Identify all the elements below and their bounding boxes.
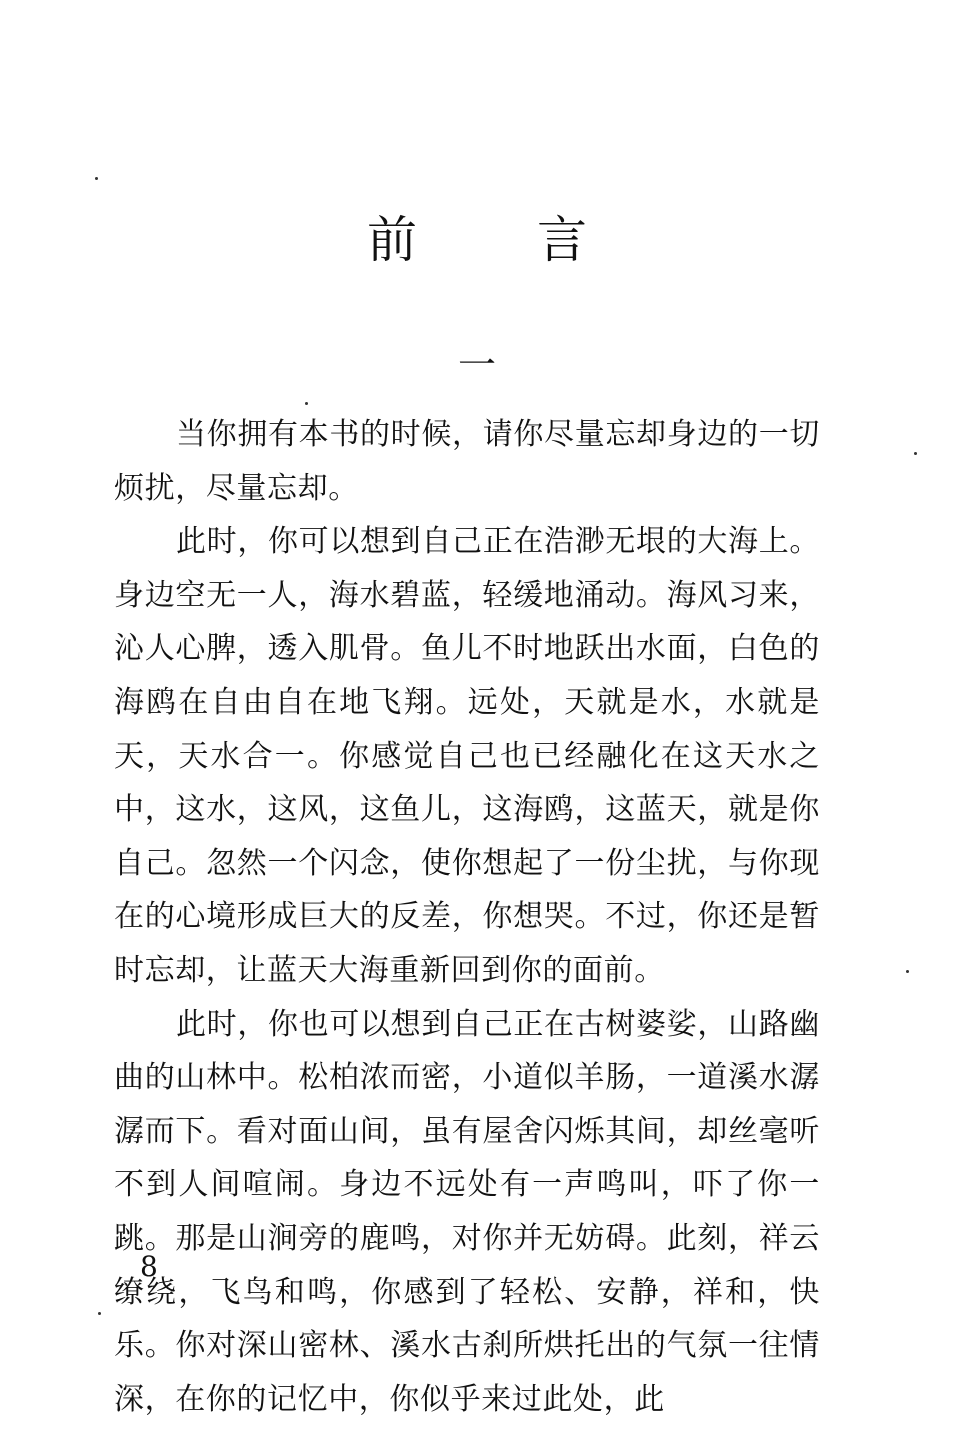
scan-speck: [98, 1312, 101, 1315]
body-text: [114, 408, 820, 1426]
scan-speck: [305, 402, 308, 405]
paragraph-3: 此时，你也可以想到自己正在古树婆娑，山路幽曲的山林中。松柏浓而密，小道似羊肠，一道溪水潺潺而下。看对面山间，虽有屋舍闪烁其间，却丝毫听不到人间喧闹。身边不远处有一声鸣叫，吓了你一跳。那是山涧旁的鹿鸣，对你并无妨碍。此刻，祥云缭绕，飞鸟和鸣，你感到了轻松、安静，祥和，快乐。你对深山密林、溪水古刹所烘托出的气氛一往情深，在你的记忆中，你似乎来过此处，此: [114, 1006, 820, 1417]
section-number: 一: [457, 343, 496, 387]
paragraph-2: 此时，你可以想到自己正在浩渺无垠的大海上。身边空无一人，海水碧蓝，轻缓地涌动。海风习来，沁人心脾，透入肌骨。鱼儿不时地跃出水面，白色的海鸥在自由自在地飞翔。远处，天就是水，水就是天，天水合一。你感觉自己也已经融化在这天水之中，这水，这风，这鱼儿，这海鸥，这蓝天，就是你自己。忽然一个闪念，使你想起了一份尘扰，与你现在的心境形成巨大的反差，你想哭。不过，你还是暂时忘却，让蓝天大海重新回到你的面前。: [114, 524, 820, 988]
scan-speck: [95, 177, 98, 180]
scan-speck: [914, 452, 917, 455]
paragraph-1: 当你拥有本书的时候，请你尽量忘却身边的一切烦扰，尽量忘却。: [114, 417, 820, 506]
page-number: 8: [140, 1250, 158, 1283]
page-title: 前 言: [367, 211, 639, 269]
scan-speck: [906, 970, 909, 973]
